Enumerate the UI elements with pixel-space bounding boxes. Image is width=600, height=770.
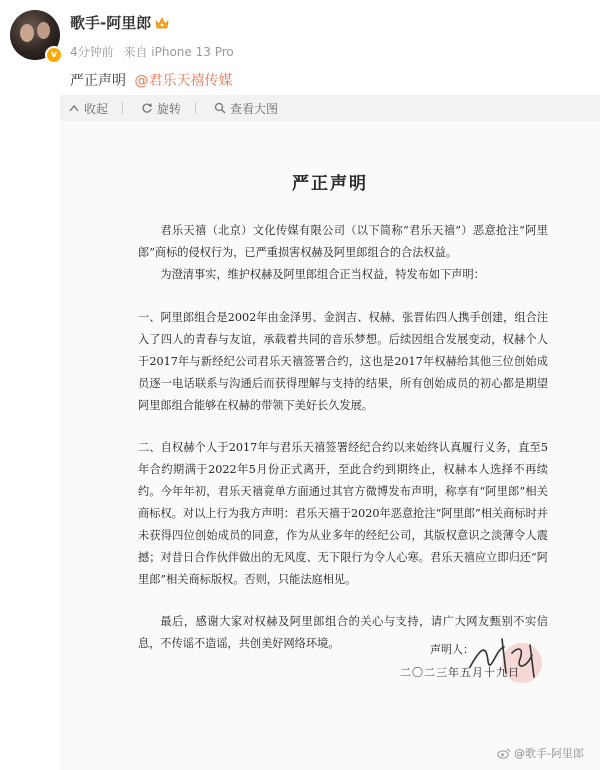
collapse-label: 收起 xyxy=(84,101,109,116)
post-text xyxy=(70,70,232,90)
signature-with-seal xyxy=(460,629,570,689)
weibo-watermark xyxy=(497,745,584,761)
post-header xyxy=(0,0,600,68)
document-paragraph: 一、阿里郎组合是2002年由金泽男、金润吉、权赫、张晋佑四人携手创建，组合注入了四人的青春与友谊，承载着共同的音乐梦想。后续因组合发展变动，权赫个人于2017年与新经纪公司君乐天禧签署合约，这也是2017年权赫给其他三位创始成员逐一电话联系与沟通后而获得理解与支持的结果，所有创始成员的初心都是期望阿里郎组合能够在权赫的带领下美好长久发展。 xyxy=(138,311,548,412)
signer-label: 声明人： xyxy=(430,643,474,656)
mention-link[interactable]: @君乐天禧传媒 xyxy=(134,73,233,89)
rotate-button[interactable] xyxy=(141,100,181,117)
crown-icon xyxy=(155,17,169,29)
post-body: 严正声明 xyxy=(70,73,126,89)
verified-badge-icon: v xyxy=(45,46,63,64)
watermark-text: @歌手-阿里郎 xyxy=(514,747,584,760)
toolbar-divider xyxy=(122,102,123,114)
view-large-label: 查看大图 xyxy=(230,101,279,116)
statement-image[interactable] xyxy=(60,121,600,770)
post-time[interactable]: 4分钟前 xyxy=(70,45,114,59)
document-paragraph: 为澄清事实，维护权赫及阿里郎组合正当权益，特发布如下声明： xyxy=(160,268,485,281)
document-title: 严正声明 xyxy=(292,174,368,194)
rotate-label: 旋转 xyxy=(157,101,182,116)
statement-date: 二〇二三年五月十九日 xyxy=(400,666,520,679)
document-paragraph: 最后，感谢大家对权赫及阿里郎组合的关心与支持，请广大网友甄别不实信息，不传谣不造谣，共创美好网络环境。 xyxy=(138,615,548,650)
toolbar-divider xyxy=(195,102,196,114)
post-meta xyxy=(70,43,240,60)
image-toolbar xyxy=(60,95,600,121)
document-paragraph: 君乐天禧（北京）文化传媒有限公司（以下简称“君乐天禧”）恶意抢注“阿里郎”商标的侵权行为，已严重损害权赫及阿里郎组合的合法权益。 xyxy=(138,224,548,259)
username-row xyxy=(70,12,169,33)
username[interactable]: 歌手-阿里郎 xyxy=(70,14,152,32)
post-source: 来自 iPhone 13 Pro xyxy=(123,45,234,59)
collapse-button[interactable] xyxy=(68,100,108,117)
avatar-face xyxy=(37,22,50,39)
rotate-icon xyxy=(141,102,153,114)
avatar-face xyxy=(20,24,34,42)
document-paragraph: 二、自权赫个人于2017年与君乐天禧签署经纪合约以来始终认真履行义务，直至5年合约期满于2022年5月份正式离开，至此合约到期终止，权赫本人选择不再续约。今年年初，君乐天禧竟单方面通过其官方微博发布声明，称享有“阿里郎”相关商标权。对以上行为我方声明：君乐天禧于2020年恶意抢注“阿里郎”相关商标时并未获得四位创始成员的同意，作为从业多年的经纪公司，其版权意识之淡薄令人震撼；对昔日合作伙伴做出的无风度、无下限行为令人心寒。君乐天禧应立即归还“阿里郎”相关商标版权。否则，只能法庭相见。 xyxy=(138,441,548,586)
collapse-icon xyxy=(68,102,80,114)
weibo-icon xyxy=(497,747,511,759)
zoom-in-icon xyxy=(214,102,226,114)
view-large-button[interactable] xyxy=(214,100,278,117)
